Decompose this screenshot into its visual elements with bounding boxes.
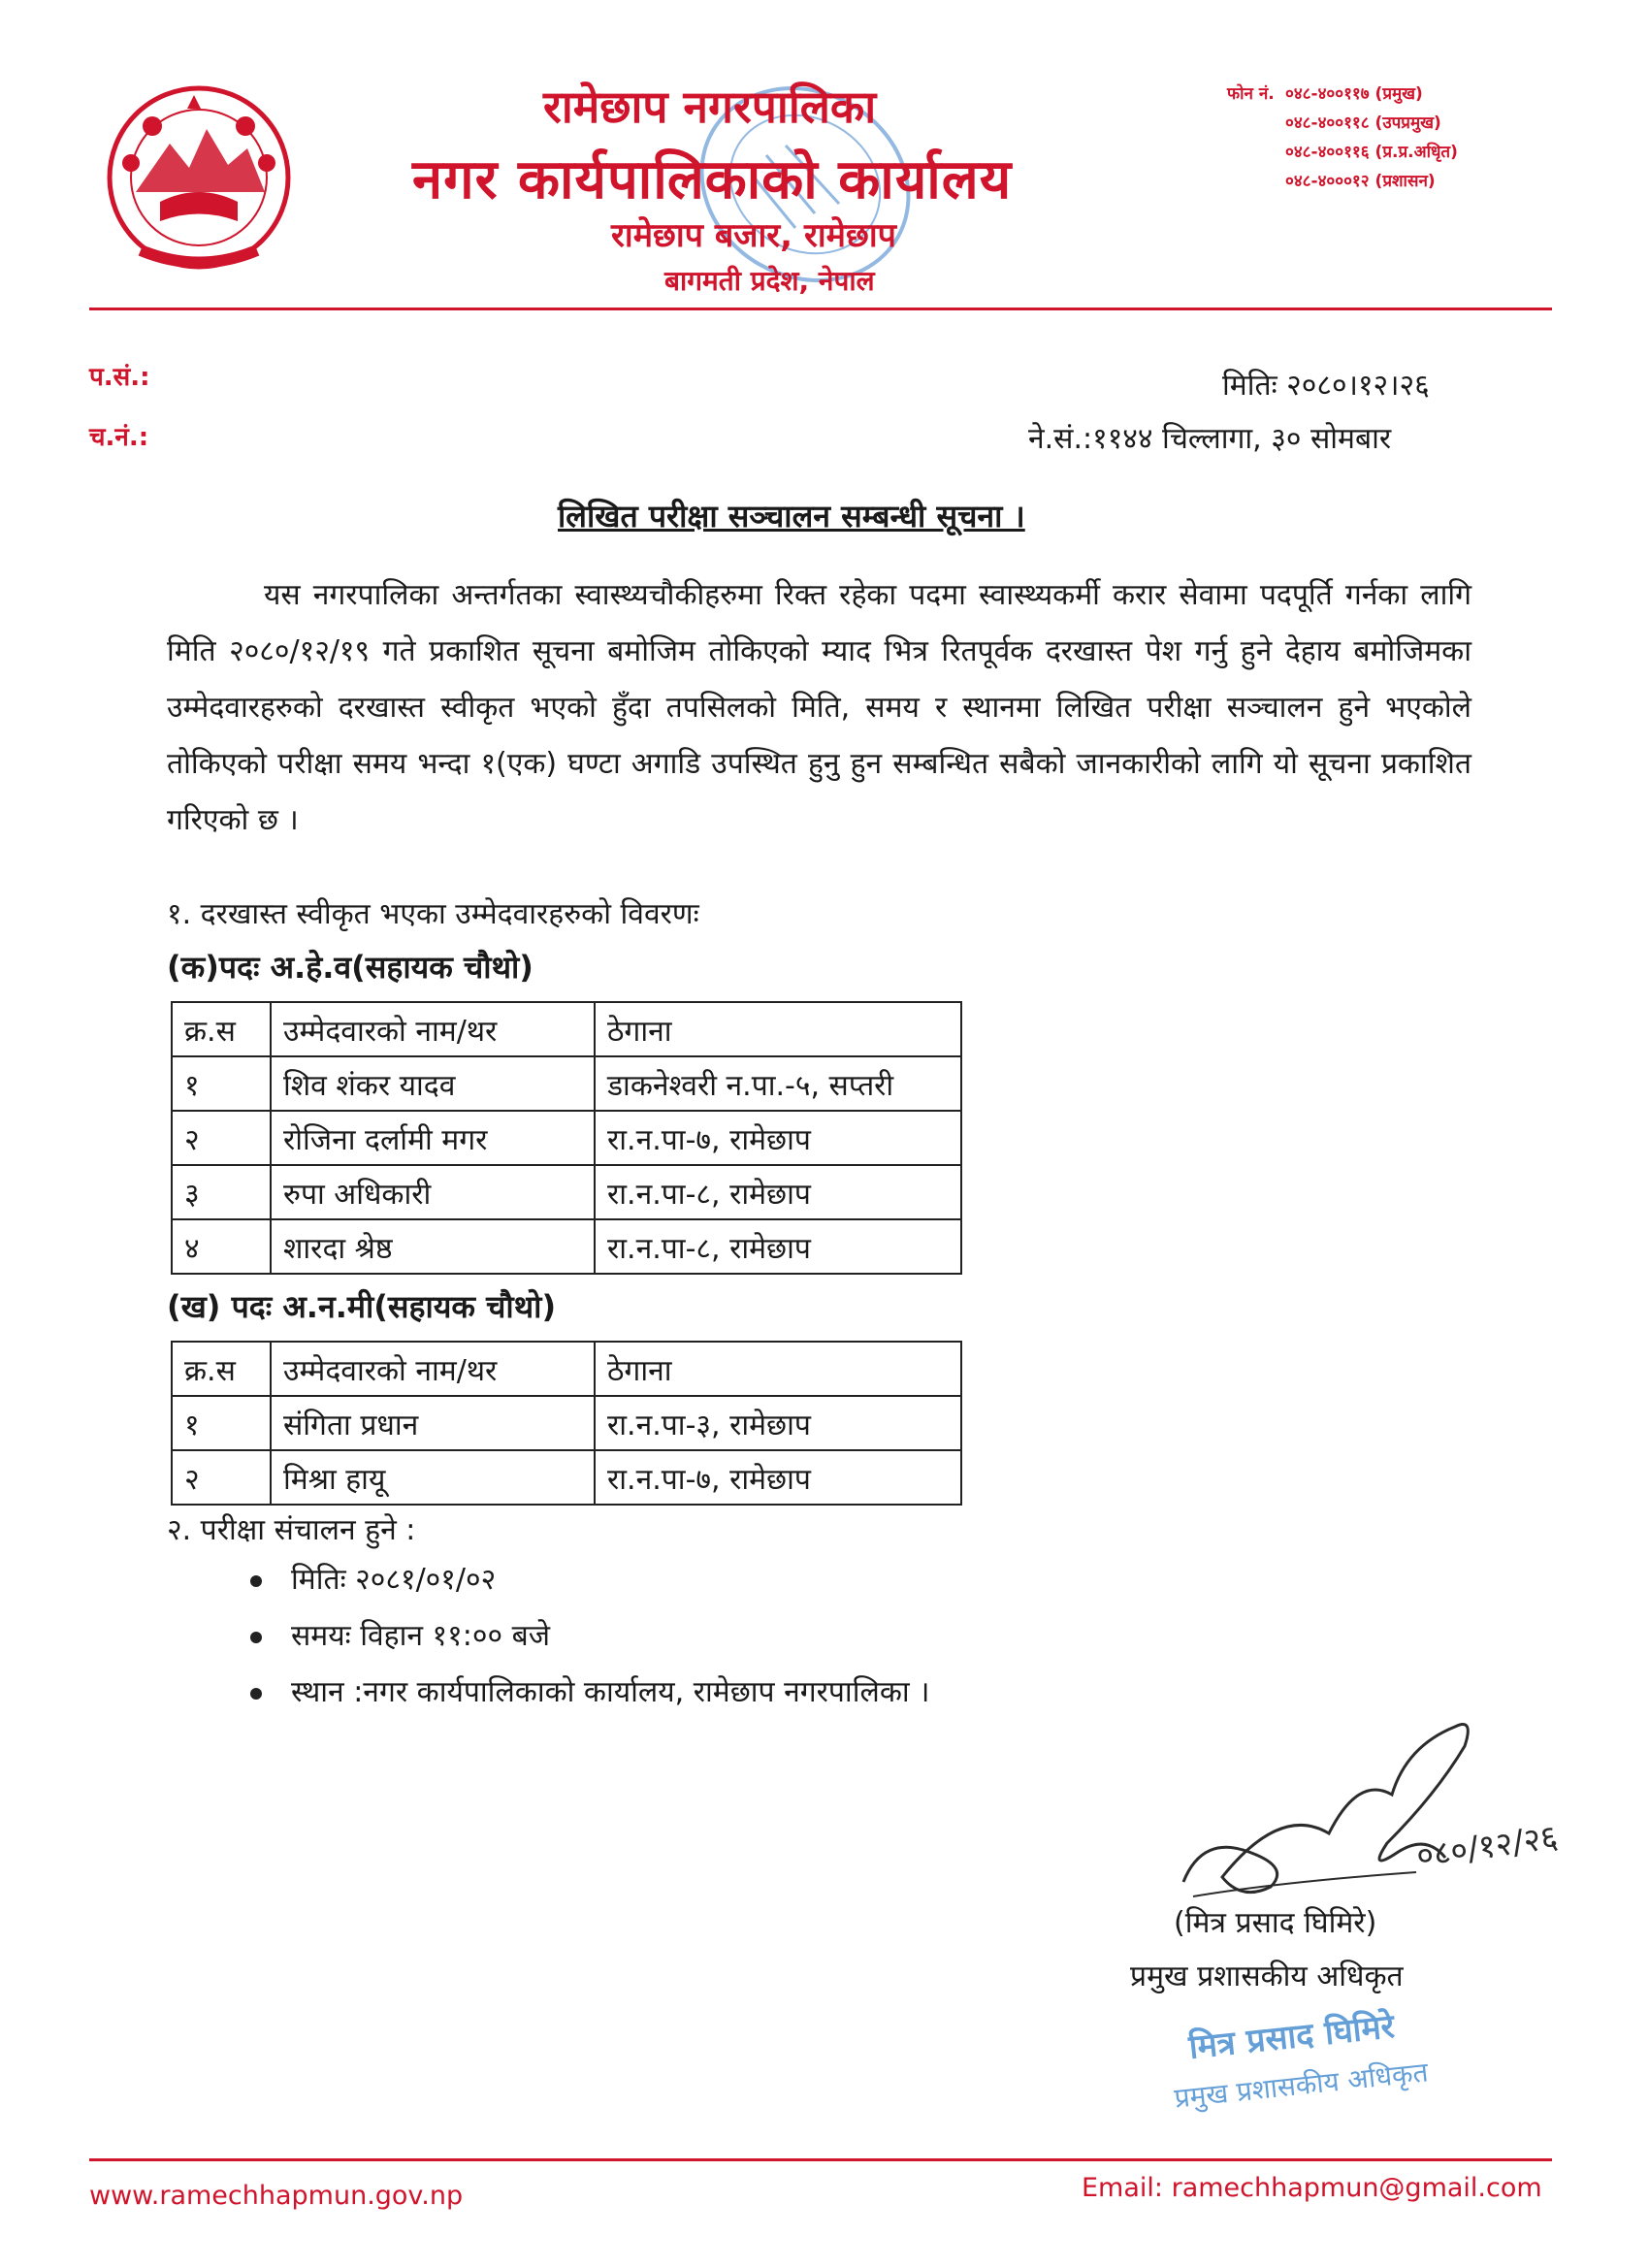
date-bs: मितिः २०८०।१२।२६ <box>1222 369 1430 403</box>
office-address: रामेछाप बजार, रामेछाप <box>611 216 896 255</box>
reference-block <box>89 347 150 468</box>
candidate-table-b <box>171 1341 962 1506</box>
table-cell: रा.न.पा-८, रामेछाप <box>595 1219 961 1274</box>
list-item <box>233 1552 930 1608</box>
table-cell: २ <box>172 1450 271 1505</box>
post-seal: प्रमुख प्रशासकीय अधिकृत <box>1173 2056 1430 2115</box>
table-row <box>172 1111 961 1165</box>
table-cell: २ <box>172 1111 271 1165</box>
table-cell: शारदा श्रेष्ठ <box>271 1219 595 1274</box>
ps-label: प.सं.: <box>89 363 150 392</box>
table-row <box>172 1219 961 1274</box>
section-1-heading: १. दरखास्त स्वीकृत भएका उम्मेदवारहरुको विवरणः <box>167 897 699 931</box>
phone-list <box>1227 80 1458 196</box>
name-seal: मित्र प्रसाद घिमिरे <box>1186 2006 1397 2067</box>
signature-date: ०८०/१२/२६ <box>1413 1817 1561 1876</box>
table-cell: ३ <box>172 1165 271 1219</box>
table-cell: शिव शंकर यादव <box>271 1056 595 1111</box>
schedule-date: मितिः २०८१/०१/०२ <box>291 1563 497 1597</box>
phone-label: फोन नं. <box>1227 84 1275 104</box>
phone-role: (प्र.प्र.अधिृत) <box>1374 143 1458 162</box>
municipality-name: रामेछाप नगरपालिका <box>543 81 877 133</box>
signatory-name: (मित्र प्रसाद घिमिरे) <box>1174 1906 1377 1940</box>
table-cell: १ <box>172 1056 271 1111</box>
phone-role: (प्रशासन) <box>1374 172 1436 191</box>
table-row <box>172 1450 961 1505</box>
phone-number: ०४८-४०००१२ <box>1285 172 1370 191</box>
nepal-emblem-logo <box>92 76 306 279</box>
table-row <box>172 1165 961 1219</box>
table-cell: डाकनेश्वरी न.पा.-५, सप्तरी <box>595 1056 961 1111</box>
notice-body <box>167 567 1471 849</box>
column-header: ठेगाना <box>595 1342 961 1396</box>
table-cell: १ <box>172 1396 271 1450</box>
header-divider <box>89 308 1552 310</box>
signatory-post: प्रमुख प्रशासकीय अधिकृत <box>1130 1960 1404 1993</box>
post-b-heading: (ख) पदः अ.न.मी(सहायक चौथो) <box>167 1288 557 1325</box>
table-cell: रुपा अधिकारी <box>271 1165 595 1219</box>
table-cell: रोजिना दर्लामी मगर <box>271 1111 595 1165</box>
table-cell: ४ <box>172 1219 271 1274</box>
candidate-table-a <box>171 1001 962 1275</box>
section-2-heading: २. परीक्षा संचालन हुने : <box>167 1513 416 1547</box>
phone-role: (प्रमुख) <box>1374 84 1423 104</box>
phone-number: ०४८-४००११८ <box>1285 113 1370 133</box>
post-a-heading: (क)पदः अ.हे.व(सहायक चौथो) <box>167 949 534 986</box>
table-cell: मिश्रा हायू <box>271 1450 595 1505</box>
column-header: उम्मेदवारको नाम/थर <box>271 1002 595 1056</box>
phone-role: (उपप्रमुख) <box>1374 113 1441 133</box>
table-row <box>172 1396 961 1450</box>
cn-label: च.नं.: <box>89 423 149 452</box>
website-link[interactable]: www.ramechhapmun.gov.np <box>89 2181 464 2211</box>
bullet-icon <box>250 1575 262 1587</box>
email-link[interactable]: Email: ramechhapmun@gmail.com <box>1082 2173 1542 2203</box>
table-cell: रा.न.पा-८, रामेछाप <box>595 1165 961 1219</box>
column-header: क्र.स <box>172 1002 271 1056</box>
table-cell: रा.न.पा-३, रामेछाप <box>595 1396 961 1450</box>
table-header-row <box>172 1002 961 1056</box>
notice-title: लिखित परीक्षा सञ्चालन सम्बन्धी सूचना । <box>558 498 1025 535</box>
table-cell: रा.न.पा-७, रामेछाप <box>595 1450 961 1505</box>
phone-number: ०४८-४००११६ <box>1285 143 1370 162</box>
handwritten-signature <box>1164 1688 1571 1930</box>
office-name: नगर कार्यपालिकाको कार्यालय <box>412 148 1013 211</box>
phone-number: ०४८-४००११७ <box>1285 84 1370 104</box>
bullet-icon <box>250 1632 262 1643</box>
province-address: बागमती प्रदेश, नेपाल <box>664 265 875 297</box>
table-cell: रा.न.पा-७, रामेछाप <box>595 1111 961 1165</box>
notice-body-text: यस नगरपालिका अन्तर्गतका स्वास्थ्यचौकीहरुमा रिक्त रहेका पदमा स्वास्थ्यकर्मी करार सेवामा पदपूर्ति गर्नका लागि मिति २०८०/१२/१९ गते प्रकाशित सूचना बमोजिम तोकिएको म्याद भित्र रितपूर्वक दरखास्त पेश गर्नु हुने देहाय बमोजिमका उम्मेदवारहरुको दरखास्त स्वीकृत भएको हुँदा तपसिलको मिति, समय र स्थानमा लिखित परीक्षा सञ्चालन हुने भएकोले तोकिएको परीक्षा समय भन्दा १(एक) घण्टा अगाडि उपस्थित हुनु हुन सम्बन्धित सबैको जानकारीको लागि यो सूचना प्रकाशित गरिएको छ । <box>167 578 1471 837</box>
column-header: ठेगाना <box>595 1002 961 1056</box>
list-item <box>233 1665 930 1721</box>
footer-divider <box>89 2158 1552 2161</box>
column-header: क्र.स <box>172 1342 271 1396</box>
table-row <box>172 1056 961 1111</box>
column-header: उम्मेदवारको नाम/थर <box>271 1342 595 1396</box>
date-ns: ने.सं.:११४४ चिल्लागा, ३० सोमबार <box>1028 422 1392 456</box>
exam-schedule-list <box>233 1552 930 1721</box>
schedule-venue: स्थान :नगर कार्यपालिकाको कार्यालय, रामेछाप नगरपालिका । <box>291 1675 930 1709</box>
table-cell: संगिता प्रधान <box>271 1396 595 1450</box>
schedule-time: समयः विहान ११:०० बजे <box>291 1619 550 1653</box>
bullet-icon <box>250 1688 262 1700</box>
list-item <box>233 1608 930 1665</box>
table-header-row <box>172 1342 961 1396</box>
